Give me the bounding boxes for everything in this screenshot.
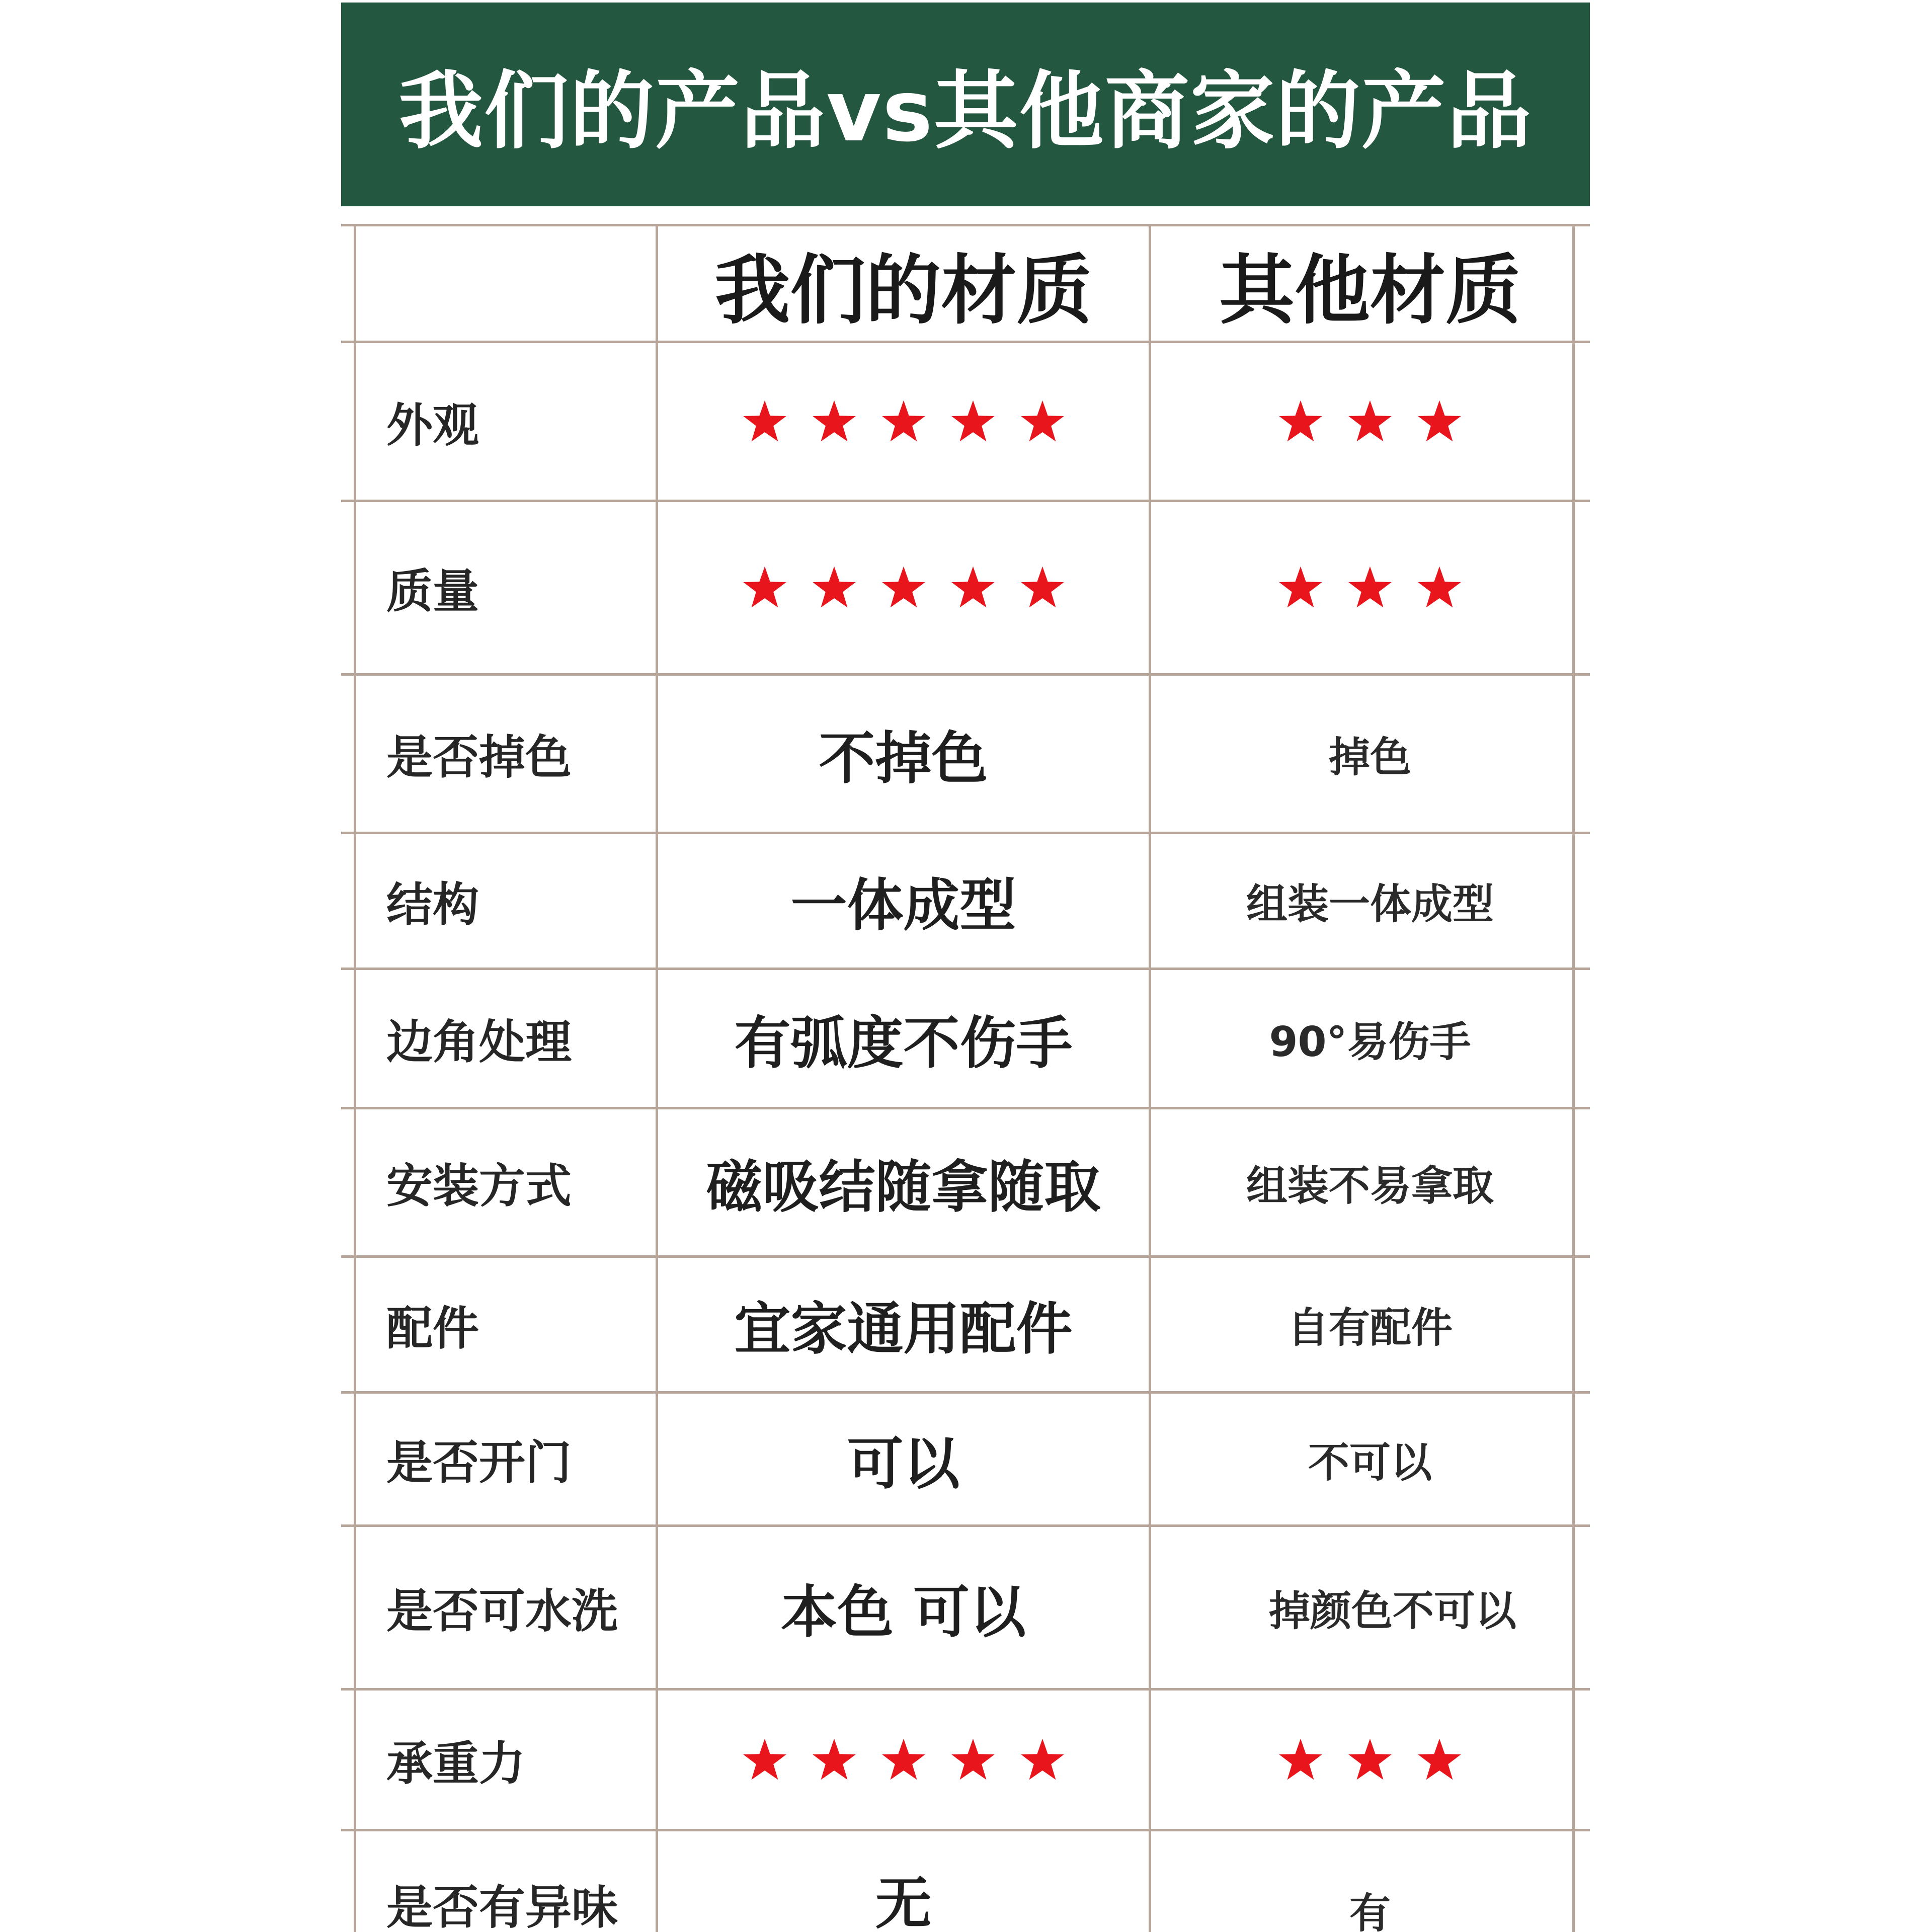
value-theirs-door: 不可以 — [1308, 1438, 1432, 1487]
star-icon — [742, 399, 787, 444]
rating-theirs-load — [1151, 1691, 1589, 1829]
column-header-theirs: 其他材质 — [1219, 247, 1521, 335]
value-ours-accessories: 宜家通用配件 — [734, 1297, 1073, 1362]
value-theirs-edges: 90°易伤手 — [1269, 1018, 1471, 1066]
star-icon — [812, 399, 857, 444]
comparison-table — [341, 224, 1590, 1932]
title-banner — [341, 3, 1590, 206]
row-label-fading: 是否掉色 — [386, 731, 572, 784]
value-theirs-fading: 掉色 — [1328, 733, 1411, 781]
star-icon — [1278, 565, 1323, 610]
row-label-door: 是否开门 — [386, 1436, 572, 1490]
value-ours-edges: 有弧度不伤手 — [734, 1010, 1073, 1076]
row-label-structure: 结构 — [386, 877, 479, 932]
value-theirs-structure: 组装一体成型 — [1246, 880, 1494, 928]
rating-theirs-appearance — [1151, 343, 1589, 500]
column-divider — [354, 224, 356, 1932]
value-ours-structure: 一体成型 — [790, 873, 1016, 938]
value-ours-washable: 本色 可以 — [781, 1579, 1026, 1645]
value-ours-fading: 不掉色 — [819, 726, 988, 791]
star-icon — [1020, 1737, 1065, 1783]
star-icon — [1347, 565, 1393, 610]
rating-ours-appearance — [658, 343, 1149, 500]
star-icon — [1347, 1737, 1393, 1783]
value-ours-door: 可以 — [847, 1431, 960, 1497]
row-label-load: 承重力 — [386, 1736, 526, 1791]
row-label-washable: 是否可水洗 — [386, 1584, 618, 1638]
star-icon — [881, 565, 926, 610]
row-label-accessories: 配件 — [386, 1301, 479, 1355]
star-icon — [812, 1737, 857, 1783]
value-theirs-installation: 组装不易拿取 — [1246, 1162, 1494, 1210]
page-title: 我们的产品vs其他商家的产品 — [398, 62, 1533, 160]
star-icon — [1020, 399, 1065, 444]
star-icon — [1417, 565, 1462, 610]
star-icon — [1347, 399, 1393, 444]
star-icon — [1417, 1737, 1462, 1783]
star-icon — [1417, 399, 1462, 444]
row-label-odor: 是否有异味 — [386, 1881, 618, 1932]
star-icon — [1020, 565, 1065, 610]
star-icon — [950, 399, 996, 444]
value-theirs-odor: 有 — [1349, 1890, 1391, 1932]
star-icon — [950, 1737, 996, 1783]
rating-ours-load — [658, 1691, 1149, 1829]
value-ours-odor: 无 — [875, 1871, 932, 1932]
value-ours-installation: 磁吸结随拿随取 — [706, 1154, 1101, 1220]
row-label-edges: 边角处理 — [386, 1015, 572, 1069]
star-icon — [1278, 1737, 1323, 1783]
row-label-installation: 安装方式 — [386, 1159, 572, 1213]
rating-theirs-quality — [1151, 502, 1589, 673]
row-label-quality: 质量 — [386, 565, 479, 618]
star-icon — [812, 565, 857, 610]
column-header-ours: 我们的材质 — [714, 247, 1092, 335]
star-icon — [742, 565, 787, 610]
star-icon — [881, 399, 926, 444]
star-icon — [742, 1737, 787, 1783]
rating-ours-quality — [658, 502, 1149, 673]
value-theirs-accessories: 自有配件 — [1287, 1304, 1453, 1352]
star-icon — [881, 1737, 926, 1783]
star-icon — [950, 565, 996, 610]
row-label-appearance: 外观 — [386, 398, 479, 452]
value-theirs-washable: 掉颜色不可以 — [1268, 1587, 1516, 1635]
star-icon — [1278, 399, 1323, 444]
